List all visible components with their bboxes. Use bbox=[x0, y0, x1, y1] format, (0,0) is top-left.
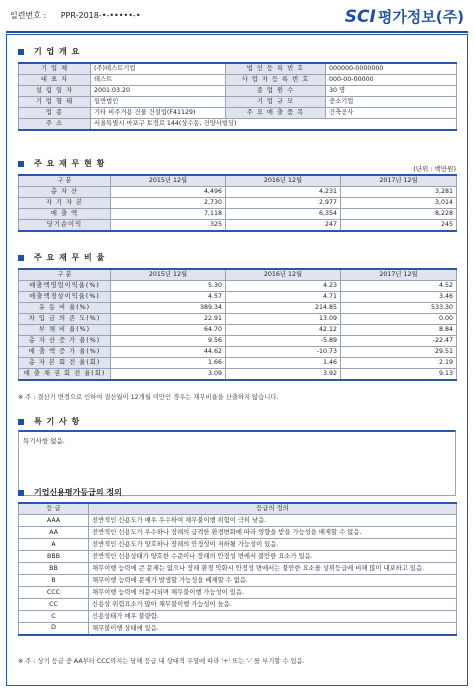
section-bullet-icon bbox=[18, 419, 24, 425]
grade-definition: 전반적인 신용도가 우수하나 장래의 급격한 환경변화에 따라 영향을 받을 가능성을 배제할 수 없음. bbox=[89, 527, 457, 539]
field-label: 대 표 자 bbox=[19, 75, 91, 86]
table-header-row bbox=[19, 269, 457, 281]
field-label: 업 종 bbox=[19, 108, 91, 119]
section-grade-definitions bbox=[18, 487, 122, 498]
grade-code: D bbox=[19, 623, 89, 635]
cell-value: 4.52 bbox=[341, 281, 457, 292]
cell-value: 3,281 bbox=[341, 187, 457, 198]
field-label: 종 업 원 수 bbox=[226, 86, 326, 97]
grade-code: C bbox=[19, 611, 89, 623]
cell-value: 13.09 bbox=[226, 314, 341, 325]
row-label: 자 기 자 본 bbox=[19, 198, 111, 209]
row-label: 매 출 액 bbox=[19, 209, 111, 220]
cell-value: 8.84 bbox=[341, 325, 457, 336]
table-row bbox=[19, 187, 457, 198]
serial-number: 일련번호 : PPR-2018-•-•••••-• bbox=[10, 11, 141, 20]
cell-value: 2.19 bbox=[341, 358, 457, 369]
grade-definitions-table bbox=[18, 502, 457, 636]
cell-value: 4.57 bbox=[111, 292, 226, 303]
financial-ratios-table bbox=[18, 268, 457, 381]
grade-definition: 채무이행 능력에 의문시되며 채무불이행 가능성이 있음. bbox=[89, 587, 457, 599]
table-row bbox=[19, 623, 457, 635]
table-row bbox=[19, 575, 457, 587]
table-row bbox=[19, 587, 457, 599]
cell-value: 22.91 bbox=[111, 314, 226, 325]
table-row bbox=[19, 119, 457, 131]
grade-definition: 채무이행 능력에 큰 문제는 없으나 장래 환경 악화시 안정성 면에서는 불안한 요소를 상위등급에 비해 많이 내포하고 있음. bbox=[89, 563, 457, 575]
table-row bbox=[19, 314, 457, 325]
grade-code: BB bbox=[19, 563, 89, 575]
grade-code: CCC bbox=[19, 587, 89, 599]
table-row bbox=[19, 358, 457, 369]
field-value: 건축공사 bbox=[326, 108, 457, 119]
row-label: 유 동 비 율(%) bbox=[19, 303, 111, 314]
company-overview-table bbox=[18, 62, 457, 131]
cell-value: 3,014 bbox=[341, 198, 457, 209]
grade-definition: 전반적인 신용상태가 양호한 수준이나 장래의 안정성 면에서 불안한 요소가 있음. bbox=[89, 551, 457, 563]
section-title: 주 요 재 무 현 황 bbox=[34, 159, 106, 168]
field-value: 000-00-00000 bbox=[326, 75, 457, 86]
table-row bbox=[19, 209, 457, 220]
section-bullet-icon bbox=[18, 490, 24, 496]
cell-value: 29.51 bbox=[341, 347, 457, 358]
section-financial-status bbox=[18, 158, 105, 169]
table-row bbox=[19, 527, 457, 539]
cell-value: 2,730 bbox=[111, 198, 226, 209]
row-label: 매 출 액 증 가 율(%) bbox=[19, 347, 111, 358]
section-bullet-icon bbox=[18, 255, 24, 261]
cell-value: 247 bbox=[226, 220, 341, 232]
field-label: 설 립 일 자 bbox=[19, 86, 91, 97]
section-special-notes bbox=[18, 416, 80, 427]
cell-value: 5.30 bbox=[111, 281, 226, 292]
field-label: 기 업 체 bbox=[19, 63, 91, 75]
table-row bbox=[19, 336, 457, 347]
table-row bbox=[19, 63, 457, 75]
field-value: (주)테스트기업 bbox=[91, 63, 226, 75]
cell-value: 245 bbox=[341, 220, 457, 232]
cell-value: 389.34 bbox=[111, 303, 226, 314]
grade-definition: 전반적인 신용도가 양호하나 장래의 안정성이 저하될 가능성이 있음. bbox=[89, 539, 457, 551]
cell-value: 6,354 bbox=[226, 209, 341, 220]
section-title: 주 요 재 무 비 율 bbox=[34, 253, 106, 262]
field-value: 000000-0000000 bbox=[326, 63, 457, 75]
row-label: 매출액경상이익율(%) bbox=[19, 292, 111, 303]
unit-label: (단위 : 백만원) bbox=[413, 165, 456, 173]
grade-definition: 전반적인 신용도가 매우 우수하여 채무불이행 위험이 극히 낮음. bbox=[89, 515, 457, 527]
table-row bbox=[19, 303, 457, 314]
field-value: 기타 비주거용 건물 건설업(F41129) bbox=[91, 108, 226, 119]
cell-value: 3.09 bbox=[111, 369, 226, 381]
cell-value: 4.23 bbox=[226, 281, 341, 292]
cell-value: 7,118 bbox=[111, 209, 226, 220]
column-header: 2015년 12월 bbox=[111, 175, 226, 187]
cell-value: 4,231 bbox=[226, 187, 341, 198]
column-header: 등급의 정의 bbox=[89, 503, 457, 515]
cell-value: 44.62 bbox=[111, 347, 226, 358]
table-row bbox=[19, 281, 457, 292]
grade-code: AA bbox=[19, 527, 89, 539]
field-label: 사 업 자 등 록 번 호 bbox=[226, 75, 326, 86]
field-value: 테스트 bbox=[91, 75, 226, 86]
brand-logo bbox=[345, 6, 464, 27]
grade-code: BBB bbox=[19, 551, 89, 563]
section-title: 기업신용평가등급의 정의 bbox=[34, 488, 122, 497]
row-label: 총 자 산 증 가 율(%) bbox=[19, 336, 111, 347]
table-row bbox=[19, 97, 457, 108]
table-row bbox=[19, 563, 457, 575]
cell-value: 3.46 bbox=[341, 292, 457, 303]
cell-value: 1.46 bbox=[226, 358, 341, 369]
table-row bbox=[19, 198, 457, 209]
cell-value: 4,496 bbox=[111, 187, 226, 198]
address-label: 주 소 bbox=[19, 119, 91, 131]
grade-definition: 채무불이행 상태에 있음. bbox=[89, 623, 457, 635]
brand-name: 평가정보(주) bbox=[377, 8, 464, 26]
table-row bbox=[19, 369, 457, 381]
table-row bbox=[19, 611, 457, 623]
column-header: 구 분 bbox=[19, 269, 111, 281]
field-value: 2001.03.20 bbox=[91, 86, 226, 97]
special-notes-content: 특기사항 없음. bbox=[23, 437, 65, 445]
serial-label: 일련번호 bbox=[10, 11, 41, 20]
section-title: 기 업 개 요 bbox=[34, 47, 81, 56]
cell-value: 3.92 bbox=[226, 369, 341, 381]
cell-value: -10.73 bbox=[226, 347, 341, 358]
cell-value: 533.30 bbox=[341, 303, 457, 314]
field-value: 30 명 bbox=[326, 86, 457, 97]
section-title: 특 기 사 항 bbox=[34, 417, 81, 426]
field-value: 중소기업 bbox=[326, 97, 457, 108]
section-company-overview bbox=[18, 46, 80, 57]
cell-value: -22.47 bbox=[341, 336, 457, 347]
grade-code: CC bbox=[19, 599, 89, 611]
cell-value: 0.00 bbox=[341, 314, 457, 325]
column-header: 2017년 12월 bbox=[341, 175, 457, 187]
table-row bbox=[19, 599, 457, 611]
section-financial-ratios bbox=[18, 252, 105, 263]
table-row bbox=[19, 551, 457, 563]
table-row bbox=[19, 292, 457, 303]
grade-definition: 채무이행 능력에 문제가 발생할 가능성을 배제할 수 없음. bbox=[89, 575, 457, 587]
field-label: 기 업 형 태 bbox=[19, 97, 91, 108]
table-row bbox=[19, 539, 457, 551]
field-label: 주 요 매 출 품 목 bbox=[226, 108, 326, 119]
table-row bbox=[19, 220, 457, 232]
cell-value: 9.13 bbox=[341, 369, 457, 381]
table-row bbox=[19, 108, 457, 119]
cell-value: 214.85 bbox=[226, 303, 341, 314]
field-value: 일반법인 bbox=[91, 97, 226, 108]
ratio-note: ※ 주 : 결산기 변경으로 인하여 결산월이 12개월 미만인 경우는 재무비율을 산출하지 않습니다. bbox=[18, 394, 279, 401]
cell-value: 8,228 bbox=[341, 209, 457, 220]
cell-value: 325 bbox=[111, 220, 226, 232]
row-label: 당기순이익 bbox=[19, 220, 111, 232]
grade-definition: 신용상 위험요소가 많아 채무불이행 가능성이 높음. bbox=[89, 599, 457, 611]
report-header bbox=[0, 0, 474, 36]
table-row bbox=[19, 325, 457, 336]
column-header: 구 분 bbox=[19, 175, 111, 187]
table-row bbox=[19, 347, 457, 358]
cell-value: -5.89 bbox=[226, 336, 341, 347]
cell-value: 1.66 bbox=[111, 358, 226, 369]
row-label: 부 채 비 율(%) bbox=[19, 325, 111, 336]
column-header: 2016년 12월 bbox=[226, 269, 341, 281]
brand-sci: SCI bbox=[344, 7, 376, 27]
column-header: 2017년 12월 bbox=[341, 269, 457, 281]
grade-note: ※ 주 : 상기 등급 중 AA부터 CCC까지는 당해 등급 내 상대적 우열에 따라 '+' 또는 '-' 를 부기할 수 있음. bbox=[18, 658, 305, 665]
row-label: 매 출 채 권 회 전 율(회) bbox=[19, 369, 111, 381]
cell-value: 42.12 bbox=[226, 325, 341, 336]
row-label: 매출액영업이익율(%) bbox=[19, 281, 111, 292]
grade-code: B bbox=[19, 575, 89, 587]
serial-value: PPR-2018-•-•••••-• bbox=[60, 11, 141, 20]
table-row bbox=[19, 86, 457, 97]
grade-code: A bbox=[19, 539, 89, 551]
row-label: 차 입 금 의 존 도(%) bbox=[19, 314, 111, 325]
cell-value: 64.70 bbox=[111, 325, 226, 336]
header-divider bbox=[6, 31, 468, 33]
cell-value: 2,977 bbox=[226, 198, 341, 209]
grade-code: AAA bbox=[19, 515, 89, 527]
column-header: 2015년 12월 bbox=[111, 269, 226, 281]
table-row bbox=[19, 515, 457, 527]
table-row bbox=[19, 75, 457, 86]
row-label: 총 자 본 회 전 율(회) bbox=[19, 358, 111, 369]
column-header: 등 급 bbox=[19, 503, 89, 515]
table-header-row bbox=[19, 503, 457, 515]
grade-definition: 신용상태가 매우 불량함. bbox=[89, 611, 457, 623]
row-label: 총 자 산 bbox=[19, 187, 111, 198]
field-label: 법 인 등 록 번 호 bbox=[226, 63, 326, 75]
column-header: 2016년 12월 bbox=[226, 175, 341, 187]
section-bullet-icon bbox=[18, 49, 24, 55]
section-bullet-icon bbox=[18, 161, 24, 167]
cell-value: 9.56 bbox=[111, 336, 226, 347]
cell-value: 4.71 bbox=[226, 292, 341, 303]
address-value: 서울특별시 마포구 토정로 144(상수동, 건양사빌딩) bbox=[91, 119, 457, 131]
field-label: 기 업 규 모 bbox=[226, 97, 326, 108]
financial-status-table bbox=[18, 174, 457, 232]
table-header-row bbox=[19, 175, 457, 187]
